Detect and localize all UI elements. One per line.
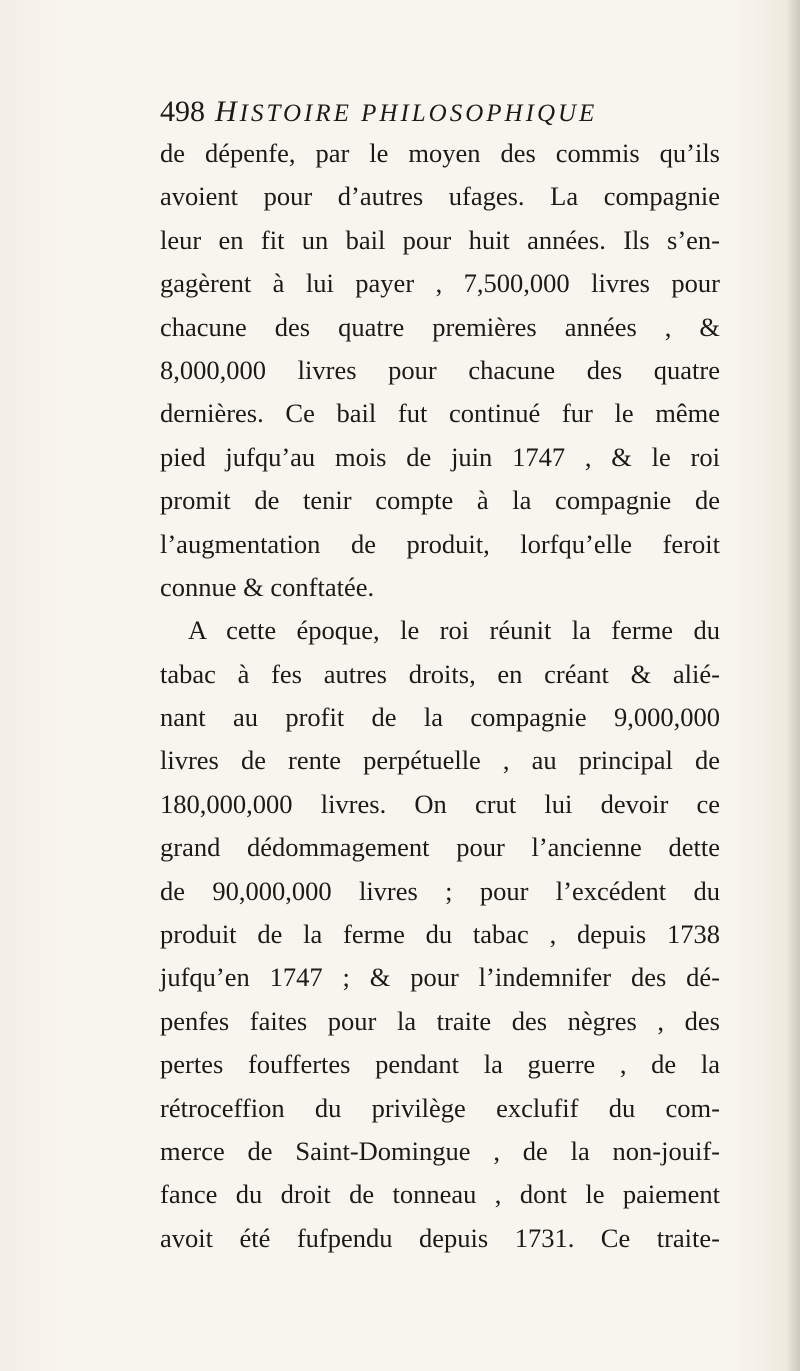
text-line: nant au profit de la compagnie 9,000,000 [160,702,720,733]
page-edge-shadow [786,0,800,1371]
text-line: pertes fouffertes pendant la guerre , de la [160,1049,720,1080]
text-line: merce de Saint-Domingue , de la non-jouif- [160,1135,720,1166]
text-line: de 90,000,000 livres ; pour l’excédent du [160,875,720,906]
text-line: 8,000,000 livres pour chacune des quatre [160,354,720,385]
text-line: grand dédommagement pour l’ancienne dette [160,832,720,863]
page-header [160,95,720,135]
running-head-initial: H [215,95,240,128]
running-head-word-1: ISTOIRE [239,100,352,127]
text-line: gagèrent à lui payer , 7,500,000 livres pour [160,268,720,299]
text-line: livres de rente perpétuelle , au principal de [160,745,720,776]
text-line: l’augmentation de produit, lorfqu’elle feroit [160,528,720,559]
text-line: avoient pour d’autres ufages. La compagnie [160,181,720,212]
text-line: A cette époque, le roi réunit la ferme du [188,615,720,646]
text-line: rétroceffion du privilège exclufif du com- [160,1092,720,1123]
page-number: 498 [160,95,205,128]
running-head-word-2: PHILOSOPHIQUE [361,100,598,127]
body-text [160,132,720,1260]
text-line: chacune des quatre premières années , & [160,311,720,342]
text-line: produit de la ferme du tabac , depuis 1738 [160,919,720,950]
text-line: tabac à fes autres droits, en créant & alié- [160,658,720,689]
text-line: connue & conftatée. [160,571,375,602]
text-line: jufqu’en 1747 ; & pour l’indemnifer des dé- [160,962,720,993]
text-line: promit de tenir compte à la compagnie de [160,485,720,516]
text-line: 180,000,000 livres. On crut lui devoir ce [160,788,720,819]
text-line: avoit été fufpendu depuis 1731. Ce traite- [160,1222,720,1253]
text-line: fance du droit de tonneau , dont le paiement [160,1179,720,1210]
text-line: de dépenfe, par le moyen des commis qu’ils [160,138,720,168]
text-line: leur en fit un bail pour huit années. Ils s’en- [160,224,720,255]
text-line: penfes faites pour la traite des nègres , des [160,1005,720,1036]
text-line: pied jufqu’au mois de juin 1747 , & le roi [160,441,720,472]
running-head [215,95,598,128]
text-line: dernières. Ce bail fut continué fur le même [160,398,720,429]
